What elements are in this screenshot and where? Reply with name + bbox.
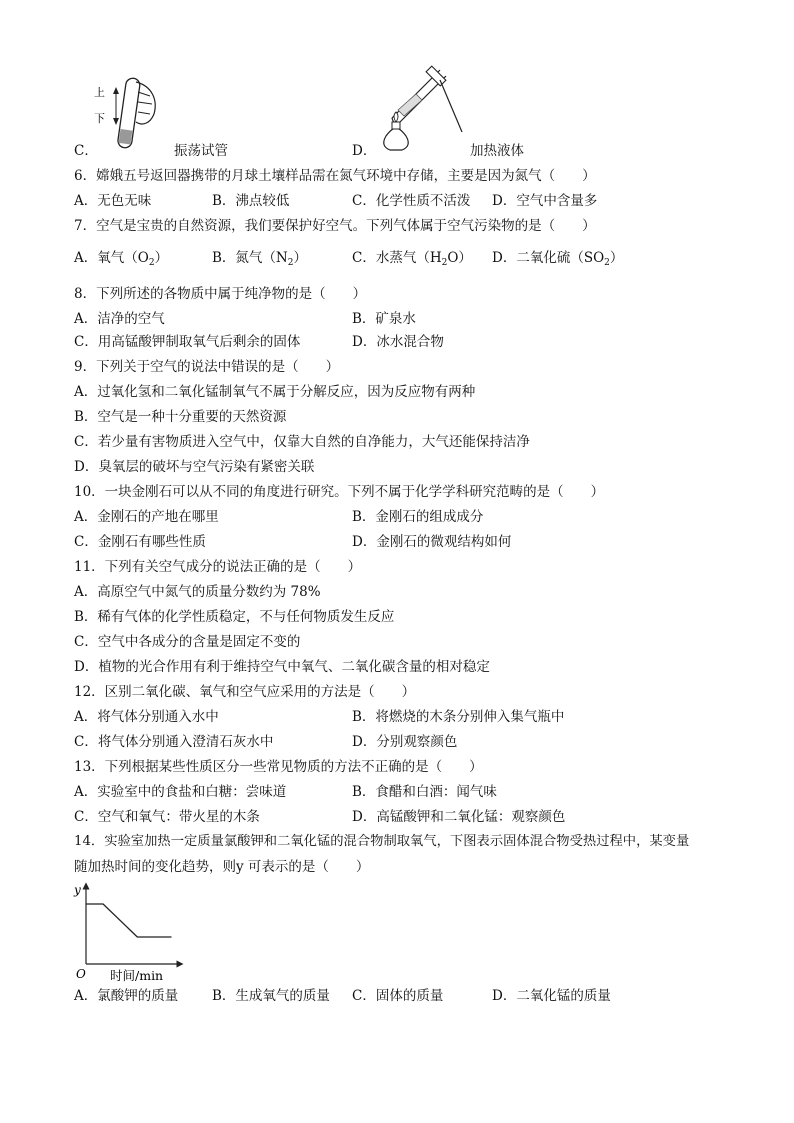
q12-option-b: B．将燃烧的木条分别伸入集气瓶中 (352, 709, 565, 725)
q5-option-c-caption: 振荡试管 (174, 143, 228, 159)
q7-stem: 7．空气是宝贵的自然资源，我们要保护好空气。下列气体属于空气污染物的是（ ） (74, 218, 596, 234)
origin-label: O (76, 967, 86, 981)
q13-option-a: A．实验室中的食盐和白糖：尝味道 (74, 784, 287, 800)
q8-option-b: B．矿泉水 (352, 311, 416, 327)
q8-option-d: D．冰水混合物 (352, 334, 444, 350)
q5-option-d-figure (372, 62, 472, 154)
q5-option-c-figure (92, 72, 172, 154)
q9-stem: 9．下列关于空气的说法中错误的是（ ） (74, 359, 340, 375)
q14-option-c: C．固体的质量 (352, 988, 444, 1004)
q10-option-b: B．金刚石的组成成分 (352, 509, 484, 525)
q12-option-c: C．将气体分别通入澄清石灰水中 (74, 734, 274, 750)
q14-stem-line1: 14．实验室加热一定质量氯酸钾和二氧化锰的混合物制取氧气，下图表示固体混合物受热过程中，某变量 (74, 834, 690, 849)
q8-stem: 8．下列所述的各物质中属于纯净物的是（ ） (74, 286, 367, 302)
q14-chart-svg (70, 880, 190, 984)
q9-option-d: D．臭氧层的破坏与空气污染有紧密关联 (74, 459, 315, 475)
q14-stem-line2: 随加热时间的变化趋势，则y 可表示的是（ ） (74, 859, 370, 875)
q13-option-b: B．食醋和白酒：闻气味 (352, 784, 497, 800)
q12-stem: 12．区别二氧化碳、氧气和空气应采用的方法是（ ） (74, 684, 416, 700)
fig-down-label: 下 (94, 112, 105, 125)
q10-stem: 10．一块金刚石可以从不同的角度进行研究。下列不属于化学学科研究范畴的是（ ） (74, 484, 605, 500)
q9-option-b: B．空气是一种十分重要的天然资源 (74, 409, 287, 425)
q11-option-c: C．空气中各成分的含量是固定不变的 (74, 634, 301, 650)
heat-liquid-figure (372, 62, 472, 154)
q10-option-c: C．金刚石有哪些性质 (74, 534, 206, 550)
q14-option-b: B．生成氧气的质量 (212, 988, 330, 1004)
y-axis-label: y (74, 883, 81, 897)
q14-option-a: A．氯酸钾的质量 (74, 988, 179, 1004)
q13-stem: 13．下列根据某些性质区分一些常见物质的方法不正确的是（ ） (74, 759, 483, 775)
q8-option-c: C．用高锰酸钾制取氧气后剩余的固体 (74, 334, 301, 350)
series-line (86, 904, 172, 937)
q10-option-d: D．金刚石的微观结构如何 (352, 534, 512, 550)
shake-test-tube-figure (92, 72, 172, 154)
fig-up-label: 上 (94, 86, 105, 99)
q6-option-a: A．无色无味 (74, 193, 152, 209)
q11-option-d: D．植物的光合作用有利于维持空气中氧气、二氧化碳含量的相对稳定 (74, 659, 490, 675)
q9-option-a: A．过氧化氢和二氧化锰制氧气不属于分解反应，因为反应物有两种 (74, 384, 476, 400)
q14-chart (70, 880, 190, 984)
q13-option-c: C．空气和氧气：带火星的木条 (74, 809, 260, 825)
q11-option-a: A．高原空气中氮气的质量分数约为 78% (74, 584, 321, 600)
q6-option-c: C．化学性质不活泼 (352, 193, 471, 209)
q11-option-b: B．稀有气体的化学性质稳定，不与任何物质发生反应 (74, 609, 395, 625)
q7-option-a: A．氧气$(O_2)$ (74, 250, 169, 268)
q5-option-d-letter: D． (352, 143, 377, 159)
q10-option-a: A．金刚石的产地在哪里 (74, 509, 219, 525)
x-axis-label: 时间/min (110, 968, 164, 983)
q7-option-b: B．氮气$(N_2)$ (212, 250, 307, 268)
q14-option-d: D．二氧化锰的质量 (492, 988, 611, 1004)
q11-stem: 11．下列有关空气成分的说法正确的是（ ） (74, 559, 362, 575)
q12-option-a: A．将气体分别通入水中 (74, 709, 219, 725)
q6-option-d: D．空气中含量多 (492, 193, 598, 209)
q9-option-c: C．若少量有害物质进入空气中，仅靠大自然的自净能力，大气还能保持洁净 (74, 434, 530, 450)
q7-option-c: C．水蒸气$(H_2O)$ (352, 250, 472, 268)
q5-option-d-caption: 加热液体 (470, 143, 524, 159)
q6-option-b: B．沸点较低 (212, 193, 290, 209)
q6-stem: 6．嫦娥五号返回器携带的月球土壤样品需在氮气环境中存储，主要是因为氮气（ ） (74, 168, 596, 184)
q13-option-d: D．高锰酸钾和二氧化锰：观察颜色 (352, 809, 566, 825)
q7-option-d: D．二氧化硫$(SO_2)$ (492, 250, 624, 268)
q5-option-c-letter: C． (74, 143, 98, 159)
q12-option-d: D．分别观察颜色 (352, 734, 458, 750)
q8-option-a: A．洁净的空气 (74, 311, 165, 327)
